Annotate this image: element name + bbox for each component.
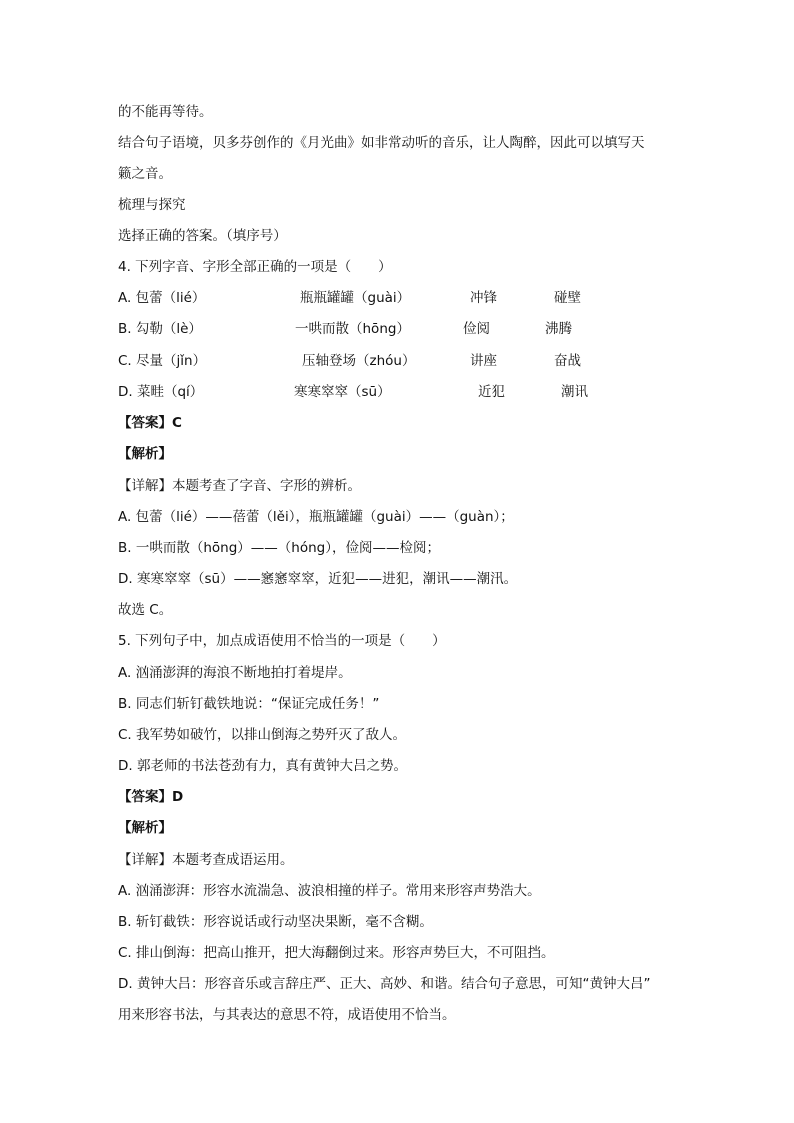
q5-detail-line-3: C. 排山倒海：把高山推开，把大海翻倒过来。形容声势巨大，不可阻挡。 — [118, 945, 555, 961]
section-heading: 梳理与探究 — [118, 197, 186, 213]
q4-option-b-c4: 沸腾 — [545, 321, 572, 337]
q5-analysis-heading: 【解析】 — [118, 820, 172, 836]
q5-option-a: A. 汹涌澎湃的海浪不断地拍打着堤岸。 — [118, 665, 352, 681]
q4-detail: 【详解】本题考查了字音、字形的辨析。 — [118, 478, 361, 494]
q4-conclusion: 故选 C。 — [118, 602, 173, 618]
q4-option-b-c3: 俭阅 — [463, 321, 490, 337]
q4-detail-line-2: B. 一哄而散（hōng）——（hóng），俭阅——检阅； — [118, 540, 440, 556]
q4-detail-line-3: D. 寒寒窣窣（sū）——窸窸窣窣，近犯——进犯，潮讯——潮汛。 — [118, 571, 518, 587]
q4-option-b-label: B. 勾勒（lè） — [118, 321, 202, 337]
q5-option-b: B. 同志们斩钉截铁地说：“保证完成任务！” — [118, 696, 380, 712]
q4-option-d-c3: 近犯 — [478, 384, 505, 400]
q5-detail-line-4: D. 黄钟大吕：形容音乐或言辞庄严、正大、高妙、和谐。结合句子意思，可知“黄钟大吕” — [118, 976, 651, 992]
q4-answer: 【答案】C — [118, 415, 182, 431]
q4-analysis-heading: 【解析】 — [118, 446, 172, 462]
q5-detail: 【详解】本题考查成语运用。 — [118, 852, 294, 868]
q4-detail-line-1: A. 包蕾（lié）——蓓蕾（lěi），瓶瓶罐罐（guài）——（guàn）； — [118, 509, 514, 525]
q4-option-d-c4: 潮讯 — [561, 384, 588, 400]
q4-option-d-label: D. 菜畦（qí） — [118, 384, 204, 400]
q4-option-c-c2: 压轴登场（zhóu） — [302, 353, 416, 369]
q5-stem: 5. 下列句子中，加点成语使用不恰当的一项是（ ） — [118, 633, 446, 649]
q5-detail-line-5: 用来形容书法，与其表达的意思不符，成语使用不恰当。 — [118, 1007, 456, 1023]
q5-detail-line-2: B. 斩钉截铁：形容说话或行动坚决果断，毫不含糊。 — [118, 914, 433, 930]
q4-option-c-c3: 讲座 — [470, 353, 497, 369]
q4-option-a-c4: 碰壁 — [554, 290, 581, 306]
q4-option-c-label: C. 尽量（jǐn） — [118, 353, 207, 369]
instruction-line: 选择正确的答案。（填序号） — [118, 228, 287, 244]
q4-option-a-c3: 冲锋 — [470, 290, 497, 306]
q4-option-c-c4: 奋战 — [554, 353, 581, 369]
q4-option-b-c2: 一哄而散（hōng） — [295, 321, 410, 337]
q5-option-d: D. 郭老师的书法苍劲有力，真有黄钟大吕之势。 — [118, 758, 407, 774]
q5-answer: 【答案】D — [118, 789, 184, 805]
text-line-1: 的不能再等待。 — [118, 104, 213, 120]
text-line-2: 结合句子语境，贝多芬创作的《月光曲》如非常动听的音乐，让人陶醉，因此可以填写天 — [118, 135, 645, 151]
q5-detail-line-1: A. 汹涌澎湃：形容水流湍急、波浪相撞的样子。常用来形容声势浩大。 — [118, 883, 541, 899]
q4-option-a-label: A. 包蕾（lié） — [118, 290, 206, 306]
q4-option-d-c2: 寒寒窣窣（sū） — [294, 384, 391, 400]
q4-option-a-c2: 瓶瓶罐罐（guài） — [300, 290, 411, 306]
q4-stem: 4. 下列字音、字形全部正确的一项是（ ） — [118, 259, 392, 275]
text-line-3: 籁之音。 — [118, 166, 172, 182]
q5-option-c: C. 我军势如破竹，以排山倒海之势歼灭了敌人。 — [118, 727, 407, 743]
